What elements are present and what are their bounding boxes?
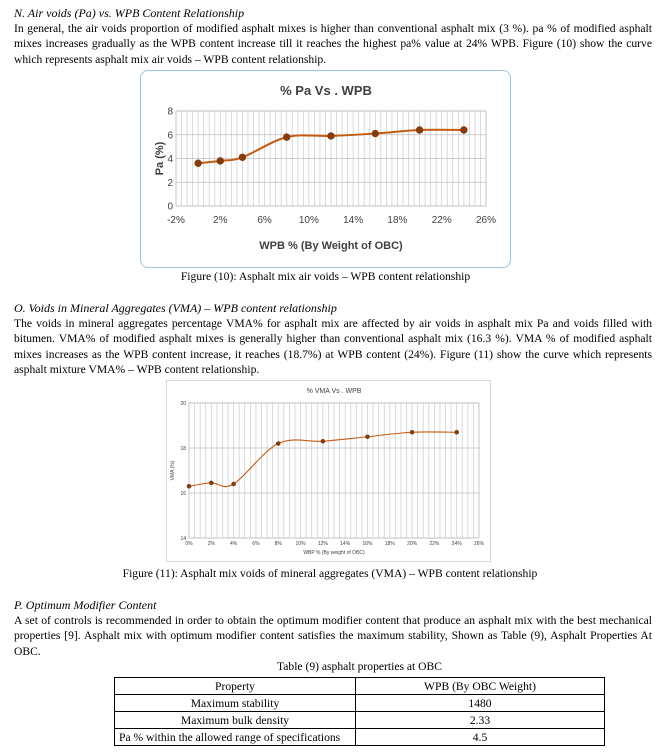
chart-title: % Pa Vs . WPB (280, 83, 372, 98)
pa-vs-wpb-chart (141, 71, 510, 267)
data-point (455, 430, 459, 434)
table-cell: Maximum bulk density (115, 712, 356, 729)
x-tick-label: 18% (384, 541, 395, 547)
x-tick-label: 8% (274, 541, 282, 547)
x-tick-label: 2% (207, 541, 215, 547)
x-tick-label: 14% (340, 541, 351, 547)
x-axis-label: WPB % (By Weight of OBC) (259, 240, 403, 252)
x-tick-label: 2% (213, 215, 228, 226)
x-tick-label: 20% (407, 541, 418, 547)
y-tick-label: 20 (180, 400, 186, 407)
x-axis-label: WBP % (By weight of OBC) (303, 550, 365, 556)
x-tick-label: 10% (295, 541, 306, 547)
y-tick-label: 6 (167, 130, 173, 142)
section-n-paragraph: In general, the air voids proportion of modified asphalt mixes is higher than conventional asphalt mix (3 %). pa % of modified asphalt mixes increases gradually as the WPB content increase till it reaches the highest pa% value at 24% WPB. Figure (10) show the curve which represents asphalt mix air voids – WPB content relationship. (14, 22, 652, 66)
data-point (232, 482, 236, 486)
data-point (217, 158, 223, 164)
x-tick-label: 6% (257, 215, 272, 226)
x-tick-label: 12% (317, 541, 328, 547)
section-p-heading: P. Optimum Modifier Content (14, 598, 157, 612)
y-tick-label: 18 (180, 445, 186, 452)
table-row (115, 712, 605, 729)
data-point (210, 481, 214, 485)
figure-11-chart (166, 380, 491, 562)
y-axis-label: VMA (%) (170, 460, 176, 481)
table-9 (114, 677, 605, 746)
chart-title: % VMA Vs . WPB (306, 388, 362, 395)
table-header-cell: Property (115, 678, 356, 695)
data-point (284, 134, 290, 140)
y-tick-label: 2 (167, 177, 173, 189)
y-tick-label: 4 (167, 154, 173, 165)
x-tick-label: 24% (451, 541, 462, 547)
table-header-row (115, 678, 605, 695)
y-tick-label: 8 (167, 106, 173, 118)
table-row (115, 729, 605, 746)
x-tick-label: 22% (429, 541, 440, 547)
x-tick-label: 0% (185, 541, 193, 547)
x-tick-label: 4% (229, 541, 238, 547)
y-tick-label: 14 (180, 535, 186, 542)
figure-10-caption: Figure (10): Asphalt mix air voids – WPB content relationship (180, 270, 471, 283)
data-point (239, 154, 245, 160)
x-tick-label: 16% (362, 541, 373, 547)
table-cell: Maximum stability (115, 695, 356, 712)
data-point (187, 484, 191, 488)
table-cell: Pa % within the allowed range of specifications (115, 729, 356, 746)
table-row (115, 695, 605, 712)
data-point (321, 439, 325, 443)
figure-11-caption: Figure (11): Asphalt mix voids of mineral aggregates (VMA) – WPB content relationship (122, 567, 538, 580)
x-tick-label: 26% (475, 215, 497, 226)
x-tick-label: 14% (343, 215, 364, 226)
x-tick-label: 22% (431, 215, 452, 226)
x-tick-label: 10% (298, 215, 319, 226)
y-tick-label: 16 (180, 490, 186, 497)
section-o-heading: O. Voids in Mineral Aggregates (VMA) – WPB content relationship (14, 301, 337, 315)
data-point (372, 130, 378, 136)
y-tick-label: 0 (167, 201, 173, 213)
data-point (416, 127, 422, 133)
x-tick-label: 26% (473, 541, 485, 547)
data-point (276, 442, 280, 446)
data-point (366, 435, 370, 439)
section-o-paragraph: The voids in mineral aggregates percentage VMA% for asphalt mix are affected by air voids in asphalt mix Pa and voids filled with bitumen. VMA% of modified asphalt mixes is generally higher than conventional asphalt mix (16.3 %). VMA % of modified asphalt mixes increases as the WPB content increase, it reaches (18.7%) at WPB content (24%). Figure (11) show the curve which represents asphalt mixture VMA% – WPB content relationship. (14, 317, 652, 377)
section-p-paragraph: A set of controls is recommended in order to obtain the optimum modifier content that produce an asphalt mix with the best mechanical properties [9]. Asphalt mix with optimum modifier content satisfies the maximum stability, Shown as Table (9), Asphalt Properties At OBC. (14, 614, 652, 658)
table-cell: 4.5 (356, 729, 605, 746)
x-tick-label: 18% (387, 215, 408, 226)
y-axis-label: Pa (%) (154, 141, 166, 176)
data-point (410, 430, 414, 434)
table-9-caption: Table (9) asphalt properties at OBC (277, 660, 442, 673)
data-point (328, 133, 334, 139)
table-cell: 2.33 (356, 712, 605, 729)
data-point (195, 160, 201, 166)
data-point (461, 127, 467, 133)
section-n-heading: N. Air voids (Pa) vs. WPB Content Relationship (14, 6, 245, 20)
vma-vs-wpb-chart (167, 381, 490, 561)
table-header-cell: WPB (By OBC Weight) (356, 678, 605, 695)
table-cell: 1480 (356, 695, 605, 712)
x-tick-label: -2% (167, 215, 185, 226)
x-tick-label: 6% (252, 541, 260, 547)
figure-10-chart (140, 70, 511, 268)
